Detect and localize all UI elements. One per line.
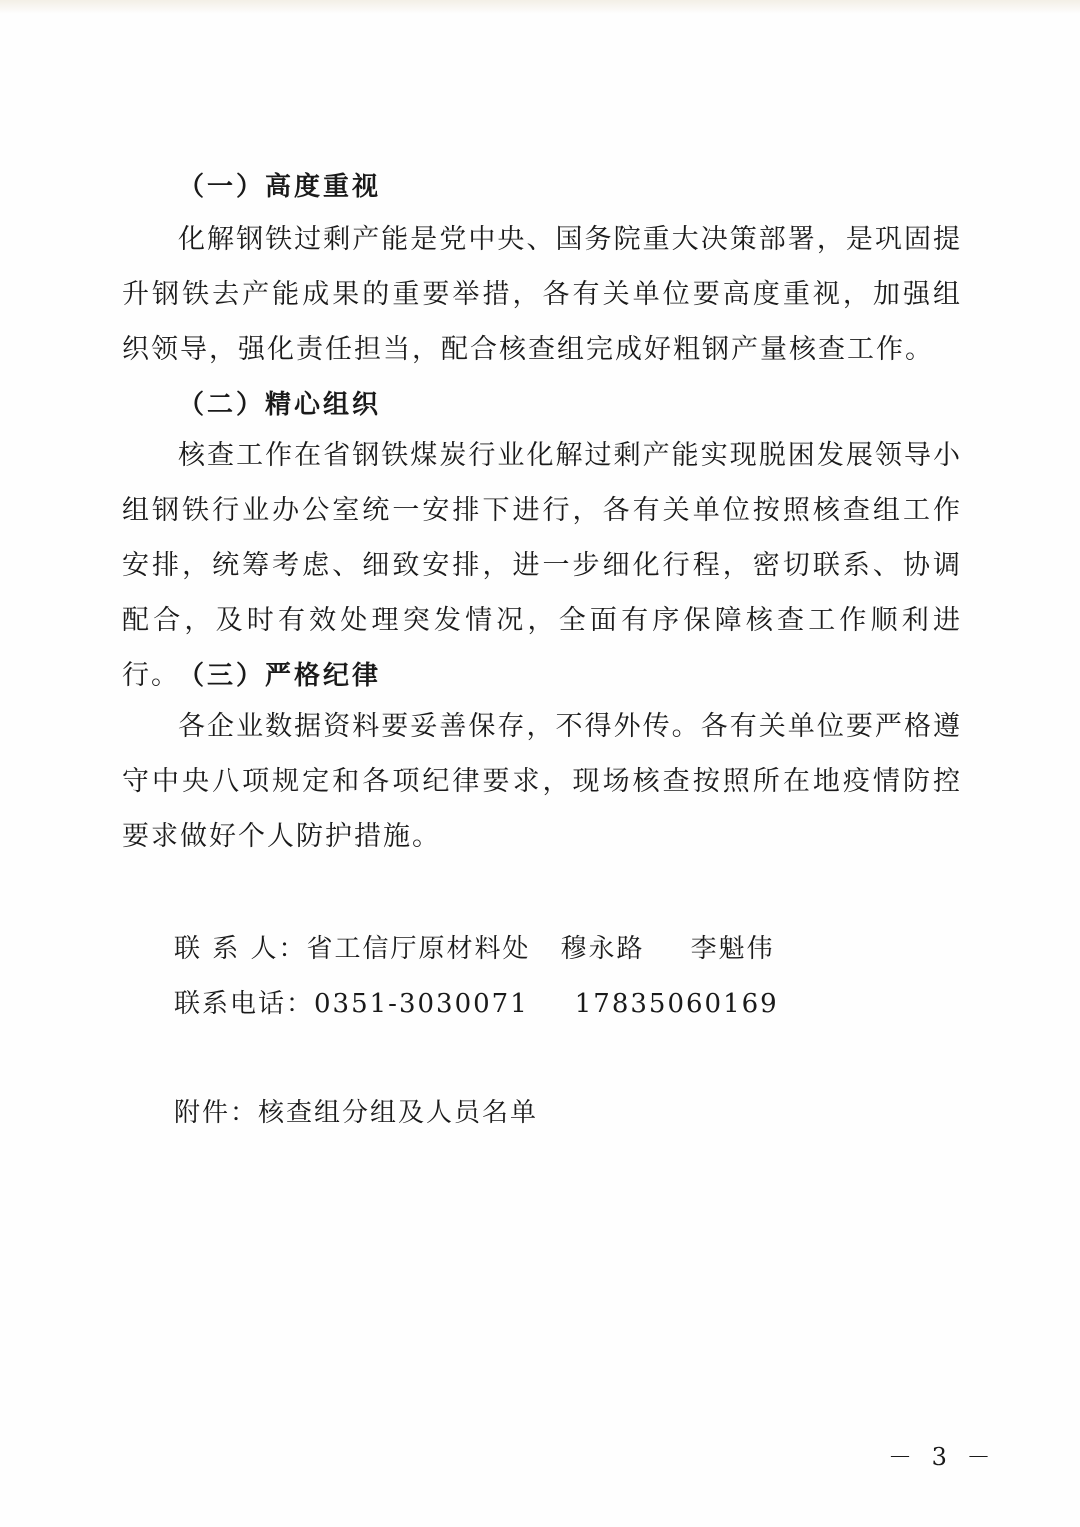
phone-number-2: 17835060169 — [574, 989, 779, 1019]
section-2-heading: （二）精心组织 — [178, 390, 382, 420]
contact-department: 省工信厅原材料处 — [306, 934, 531, 964]
attachment-title: 核查组分组及人员名单 — [258, 1098, 539, 1128]
phone-number-1: 0351-3030071 — [314, 989, 529, 1019]
contact-line — [174, 928, 775, 965]
phone-label: 联系电话： — [174, 989, 315, 1019]
attachment-label: 附件： — [174, 1098, 259, 1128]
scan-edge — [0, 0, 1080, 14]
section-1-body: 化解钢铁过剩产能是党中央、国务院重大决策部署，是巩固提升钢铁去产能成果的重要举措，各有关单位要高度重视，加强组织领导，强化责任担当，配合核查组完成好粗钢产量核查工作。 — [122, 224, 962, 365]
page-number: － 3 － — [888, 1443, 997, 1471]
contact-label: 联 系 人： — [174, 934, 307, 964]
section-2-body: 核查工作在省钢铁煤炭行业化解过剩产能实现脱困发展领导小组钢铁行业办公室统一安排下进行，各有关单位按照核查组工作安排，统筹考虑、细致安排，进一步细化行程，密切联系、协调配合，及时有效处理突发情况，全面有序保障核查工作顺利进行。 — [122, 440, 962, 691]
contact-person-2: 李魁伟 — [690, 934, 775, 964]
section-3-body: 各企业数据资料要妥善保存，不得外传。各有关单位要严格遵守中央八项规定和各项纪律要求，现场核查按照所在地疫情防控要求做好个人防护措施。 — [122, 711, 962, 852]
section-3-heading: （三）严格纪律 — [178, 661, 382, 691]
attachment-line — [174, 1092, 538, 1129]
phone-line — [174, 983, 779, 1020]
section-1-heading: （一）高度重视 — [178, 172, 382, 202]
contact-person-1: 穆永路 — [560, 934, 645, 964]
